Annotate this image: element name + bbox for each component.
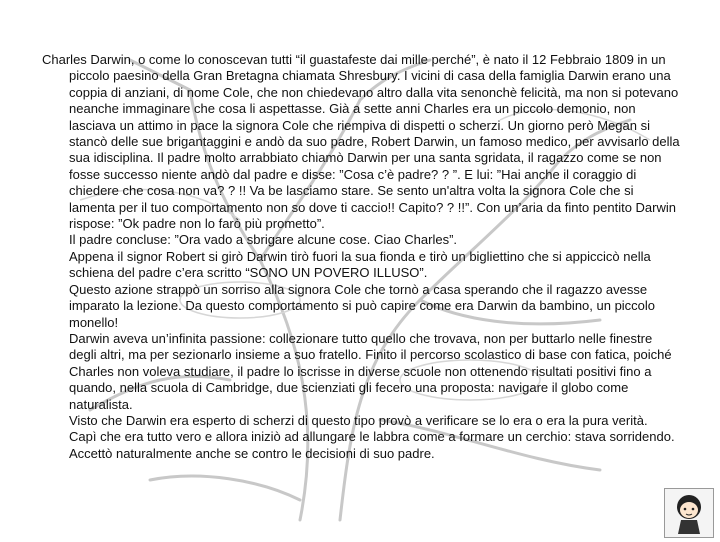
paragraph: Capì che era tutto vero e allora iniziò ad allungare le labbra come a formare un cerchio: stava sorridendo. Accettò naturalmente anche se contro le decisioni di suo padre. <box>69 429 675 461</box>
document-body <box>42 52 682 462</box>
mafalda-character-icon <box>664 488 714 538</box>
paragraph: Appena il signor Robert si girò Darwin tirò fuori la sua fionda e tirò un bigliettino che si appiccicò nella schiena del padre c’era scritto “SONO UN POVERO ILLUSO”. <box>69 248 651 281</box>
paragraph: Darwin aveva un’infinita passione: collezionare tutto quello che trovava, non per buttarlo nelle finestre degli altri, ma per sezionarlo insieme a suo fratello. Finito il percorso scolastico di base con fatica, poiché Charles non voleva studiare, il padre lo iscrisse in diverse scuole non ottenendo risultati positivi fino a quando, nella scuola di Cambridge, due scienziati gli fecero una proposta: navigare il globo come naturalista. <box>69 330 672 412</box>
paragraph: Il padre concluse: ”Ora vado a sbrigare alcune cose. Ciao Charles”. <box>69 232 458 248</box>
paragraph: Questo azione strappò un sorriso alla signora Cole che tornò a casa sperando che il ragazzo avesse imparato la lezione. Da questo comportamento si può capire come era Darwin da bambino, un piccolo monello! <box>69 281 656 330</box>
paragraph: Charles Darwin, o come lo conoscevan tutti “il guastafeste dai mille perché”, è nato il 12 Febbraio 1809 in un piccolo paesino della Gran Bretagna chiamata Shresbury. I vicini di casa della famiglia Darwin erano una coppia di anziani, di nome Cole, che non chiedevano altro dalla vita senonchè felicità, ma non si potevano neanche immaginare che cosa li aspettasse. Già a sette anni Charles era un piccolo demonio, non lasciava un attimo in pace la signora Cole che riempiva di dispetti o scherzi. Un giorno però Megan si stancò delle sue brigantaggini e andò da suo padre, Robert Darwin, un famoso medico, per avvisarlo della sua idisciplina. Il padre molto arrabbiato chiamò Darwin per una santa sgridata, il ragazzo come se non fosse successo niente andò dal padre e disse: ”Cosa c’è padre? ? ”. E lui: ”Hai anche il coraggio di chiedere che cosa non va? ? !! Va be lasciamo stare. Se sento un'altra volta la signora Cole che si lamenta per il tuo comportamento non so dove ti caccio!! Capito? ? !!”. Con un’aria da finto pentito Darwin rispose: ”Ok padre non lo farò più prometto”. <box>42 52 680 232</box>
paragraph: Visto che Darwin era esperto di scherzi di questo tipo provò a verificare se lo era o era la pura verità. <box>69 412 648 428</box>
